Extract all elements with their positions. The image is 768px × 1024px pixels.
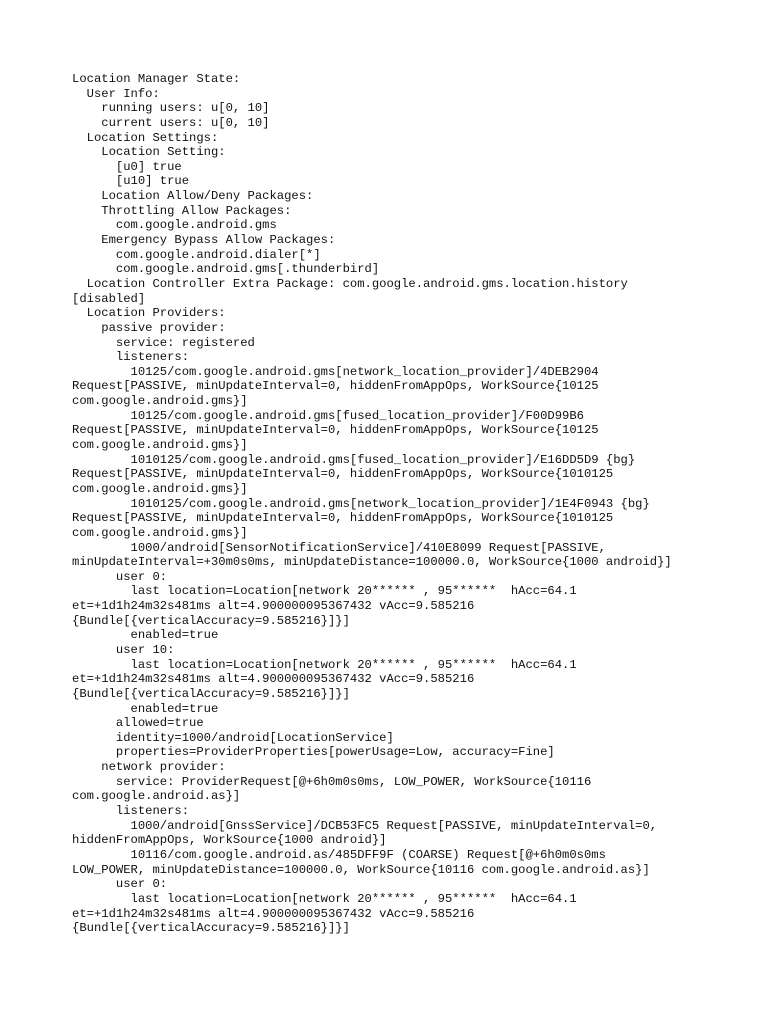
text-line: network provider: [72,760,226,775]
text-line: com.google.android.dialer[*] [72,247,321,262]
text-line: Location Allow/Deny Packages: [72,189,314,204]
dumpsys-location-text [72,72,702,936]
text-line: allowed=true [72,716,204,731]
text-line: identity=1000/android[LocationService] [72,730,394,745]
text-line: et=+1d1h24m32s481ms alt=4.900000095367432 vAcc=9.585216 [72,599,475,614]
text-line: listeners: [72,804,190,819]
text-line: Location Setting: [72,145,226,160]
text-line: Location Controller Extra Package: com.google.android.gms.location.history [72,276,628,291]
text-line: {Bundle[{verticalAccuracy=9.585216}]}] [72,613,350,628]
text-line: service: registered [72,335,255,350]
text-line: [u0] true [72,159,182,174]
text-line: {Bundle[{verticalAccuracy=9.585216}]}] [72,686,350,701]
text-line: User Info: [72,86,160,101]
text-line: hiddenFromAppOps, WorkSource{1000 android}] [72,833,387,848]
text-line: LOW_POWER, minUpdateDistance=100000.0, WorkSource{10116 com.google.android.as}] [72,862,650,877]
text-line: 10125/com.google.android.gms[network_location_provider]/4DEB2904 [72,364,599,379]
text-line: running users: u[0, 10] [72,101,270,116]
text-line: Location Manager State: [72,72,241,86]
text-line: listeners: [72,350,190,365]
text-line: {Bundle[{verticalAccuracy=9.585216}]}] [72,921,350,936]
text-line: Location Providers: [72,306,226,321]
text-line: last location=Location[network 20****** , 95****** hAcc=64.1 [72,891,577,906]
text-line: user 10: [72,642,175,657]
text-line: 1000/android[GnssService]/DCB53FC5 Request[PASSIVE, minUpdateInterval=0, [72,818,658,833]
text-line: current users: u[0, 10] [72,115,270,130]
text-line: et=+1d1h24m32s481ms alt=4.900000095367432 vAcc=9.585216 [72,672,475,687]
text-line: Emergency Bypass Allow Packages: [72,233,336,248]
text-line: com.google.android.gms}] [72,525,248,540]
text-line: Request[PASSIVE, minUpdateInterval=0, hiddenFromAppOps, WorkSource{10125 [72,423,599,438]
text-line: 10116/com.google.android.as/485DFF9F (COARSE) Request[@+6h0m0s0ms [72,847,606,862]
text-line: com.google.android.gms}] [72,481,248,496]
text-line: [disabled] [72,291,146,306]
text-line: com.google.android.gms}] [72,438,248,453]
text-line: Request[PASSIVE, minUpdateInterval=0, hiddenFromAppOps, WorkSource{1010125 [72,511,614,526]
text-line: et=+1d1h24m32s481ms alt=4.900000095367432 vAcc=9.585216 [72,906,475,921]
text-line: properties=ProviderProperties[powerUsage=Low, accuracy=Fine] [72,745,555,760]
text-line: 10125/com.google.android.gms[fused_location_provider]/F00D99B6 [72,408,584,423]
text-line: com.google.android.gms}] [72,394,248,409]
text-line: last location=Location[network 20****** , 95****** hAcc=64.1 [72,584,577,599]
text-line: passive provider: [72,320,226,335]
text-line: Request[PASSIVE, minUpdateInterval=0, hiddenFromAppOps, WorkSource{1010125 [72,467,614,482]
text-line: Throttling Allow Packages: [72,203,292,218]
text-line: enabled=true [72,701,219,716]
text-line: user 0: [72,569,168,584]
text-line: Request[PASSIVE, minUpdateInterval=0, hiddenFromAppOps, WorkSource{10125 [72,379,599,394]
text-line: [u10] true [72,174,190,189]
text-line: last location=Location[network 20****** , 95****** hAcc=64.1 [72,657,577,672]
text-line: com.google.android.gms[.thunderbird] [72,262,380,277]
text-line: user 0: [72,877,168,892]
text-line: com.google.android.as}] [72,789,241,804]
text-line: Location Settings: [72,130,219,145]
text-line: 1010125/com.google.android.gms[network_location_provider]/1E4F0943 {bg} [72,496,650,511]
text-line: minUpdateInterval=+30m0s0ms, minUpdateDistance=100000.0, WorkSource{1000 android}] [72,555,672,570]
text-line: 1000/android[SensorNotificationService]/410E8099 Request[PASSIVE, [72,540,606,555]
text-line: enabled=true [72,628,219,643]
text-line: com.google.android.gms [72,218,277,233]
text-line: 1010125/com.google.android.gms[fused_location_provider]/E16DD5D9 {bg} [72,452,636,467]
text-line: service: ProviderRequest[@+6h0m0s0ms, LOW_POWER, WorkSource{10116 [72,774,592,789]
